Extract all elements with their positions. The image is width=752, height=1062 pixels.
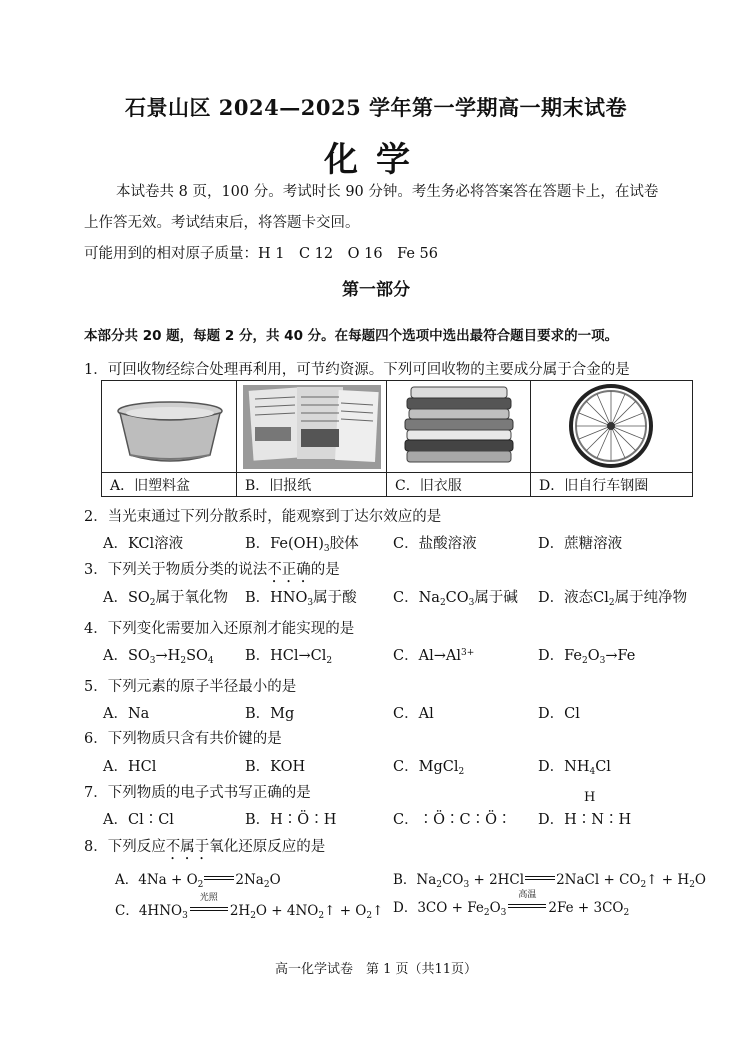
question-2-stem: 2．当光束通过下列分散系时，能观察到丁达尔效应的是 (84, 509, 442, 525)
question-6-stem: 6．下列物质只含有共价键的是 (84, 731, 282, 747)
q8-option-b: B．$Na_2CO_3 + 2HCl$ 2NaCl + $CO_2↑ + H_2O$ (393, 872, 706, 890)
intro-line-1: 本试卷共 8 页，100 分。考试时长 90 分钟。考生务必将答案答在答题卡上，在试卷 (116, 184, 659, 200)
option-b-cell (237, 381, 387, 496)
q2-option-a: A．KCl溶液 (103, 536, 184, 552)
q3-option-c: C．$Na_2CO_3$属于碱 (393, 590, 518, 608)
q2-option-c: C．盐酸溶液 (393, 536, 477, 552)
reaction-condition: 光照 (188, 903, 230, 919)
q3-option-a: A．$SO_2$属于氧化物 (103, 590, 229, 608)
q8-option-d: D．$3CO + Fe_2O_3$ 高温 $2Fe + 3CO_2$ (393, 890, 630, 918)
q7-option-a: A．Cl∶Cl (103, 812, 174, 828)
q5-option-a: A．Na (103, 706, 150, 722)
intro-line-2: 上作答无效。考试结束后，将答题卡交回。 (84, 215, 360, 231)
q7-option-c: C．∶Ö∶C∶Ö∶ (393, 812, 512, 828)
q3-option-d: D．液态$Cl_2$属于纯净物 (538, 590, 688, 608)
folded-clothes-image (391, 383, 527, 469)
q7-option-d: D．H∶N∶H (538, 812, 632, 828)
reaction-condition: 高温 (506, 900, 548, 916)
option-d-label: D．旧自行车钢圈 (539, 478, 649, 494)
equals-sign (204, 876, 234, 880)
option-a-label: A．旧塑料盆 (110, 478, 191, 494)
q6-option-d: D．$NH_4Cl$ (538, 759, 611, 777)
option-c-label: C．旧衣服 (395, 478, 462, 494)
q6-option-a: A．HCl (103, 759, 157, 775)
equals-sign (525, 876, 555, 880)
option-b-label: B．旧报纸 (245, 478, 312, 494)
page-footer: 高一化学试卷 第 1 页（共11页） (274, 962, 478, 977)
subject-title: 化学 (324, 140, 428, 180)
section-title: 第一部分 (342, 280, 410, 300)
option-a-cell (102, 381, 237, 496)
newspaper-image (241, 383, 383, 469)
plastic-basin-image (106, 383, 233, 469)
question-7-stem: 7．下列物质的电子式书写正确的是 (84, 785, 311, 801)
q4-option-b: B．$HCl\to Cl_2$ (245, 648, 333, 666)
question-4-stem: 4．下列变化需要加入还原剂才能实现的是 (84, 621, 355, 637)
q3-option-b: B．$HNO_3$属于酸 (245, 590, 357, 608)
q5-option-d: D．Cl (538, 706, 580, 722)
q5-option-c: C．Al (393, 706, 434, 722)
q8-option-c: C．$4HNO_3$ 光照 $2H_2O$ + $4NO_2↑$ + $O_2↑$ (115, 893, 384, 921)
q6-option-b: B．KOH (245, 759, 306, 775)
question-8-stem: 8．下列反应不属于氧化还原反应的是 (84, 839, 326, 855)
q5-option-b: B．Mg (245, 706, 295, 722)
question-3-stem: 3．下列关于物质分类的说法不正确的是 (84, 562, 340, 578)
q7-option-d-top-h: H (584, 790, 596, 805)
q4-option-d: D．$Fe_2O_3\to Fe$ (538, 648, 636, 666)
q6-option-c: C．MgCl$_2$ (393, 759, 465, 777)
section-instruction: 本部分共 20 题，每题 2 分，共 40 分。在每题四个选项中选出最符合题目要求的一项。 (84, 328, 619, 344)
option-d-cell (531, 381, 692, 496)
q8-option-a: A．$4Na + O_2$ $2Na_2O$ (115, 872, 281, 890)
option-c-cell (387, 381, 531, 496)
exam-title: 石景山区 2024—2025 学年第一学期高一期末试卷 (124, 95, 627, 120)
q4-option-a: A．$SO_3\to H_2SO_4$ (103, 648, 214, 666)
question-5-stem: 5．下列元素的原子半径最小的是 (84, 679, 297, 695)
q7-option-b: B．H∶Ö∶H (245, 812, 337, 828)
q2-option-b: B．$Fe(OH)_3$胶体 (245, 536, 359, 554)
question-1-stem: 1．可回收物经综合处理再利用，可节约资源。下列可回收物的主要成分属于合金的是 (84, 362, 630, 378)
bicycle-wheel-image (535, 383, 688, 469)
question-1-picture-table (101, 380, 693, 497)
q4-option-c: C．$Al\to Al^{3+}$ (393, 648, 475, 664)
atomic-masses: 可能用到的相对原子质量：H 1 C 12 O 16 Fe 56 (84, 246, 438, 262)
q2-option-d: D．蔗糖溶液 (538, 536, 623, 552)
